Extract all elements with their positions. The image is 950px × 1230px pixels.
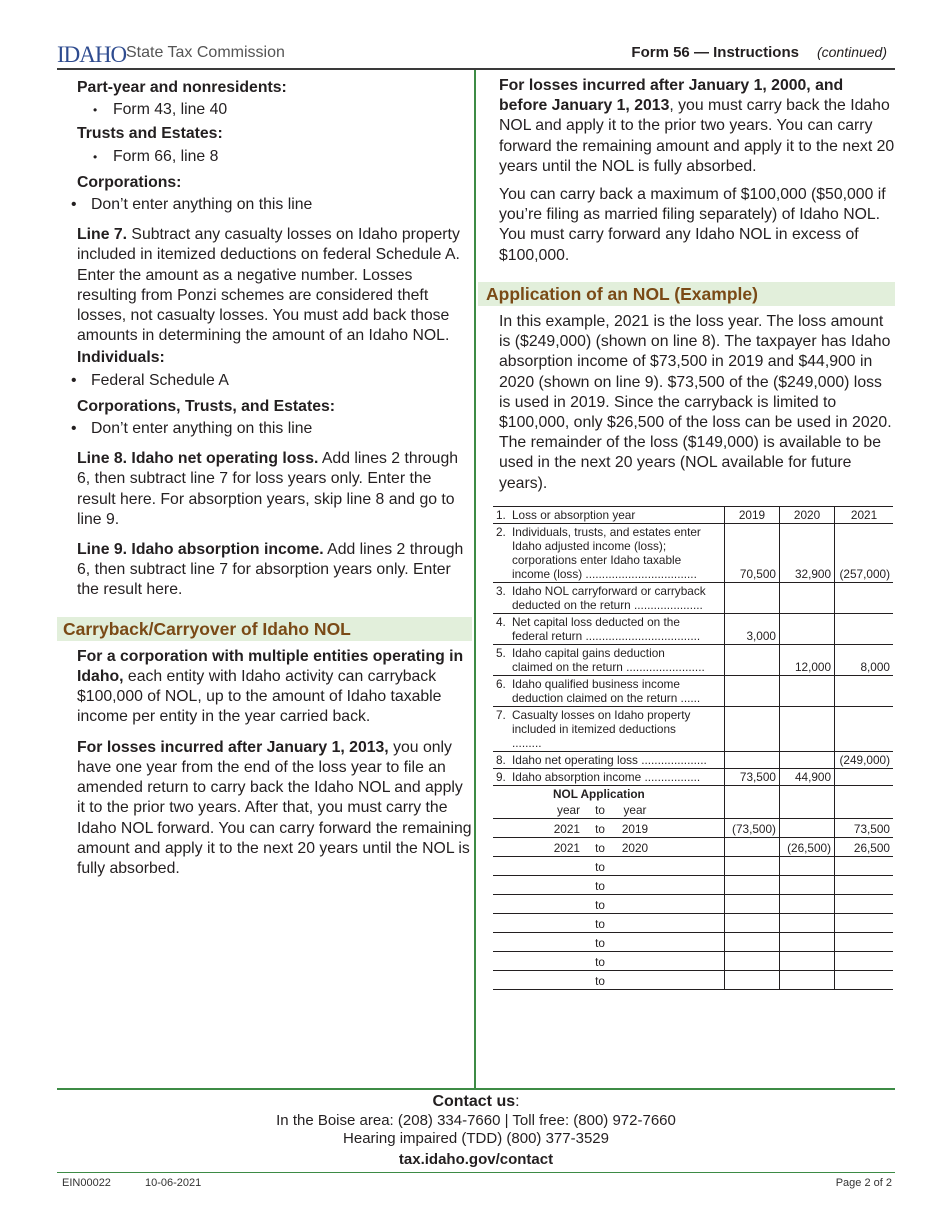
app-col-label: to	[595, 955, 605, 969]
row-description: Idaho capital gains deduction claimed on the return ........................	[512, 646, 705, 674]
app-heading-row	[493, 786, 893, 803]
app-heading: NOL Application	[553, 787, 645, 801]
value-cell	[835, 876, 893, 895]
trusts-item: • Form 66, line 8	[57, 147, 472, 167]
value-cell: (26,500)	[780, 838, 835, 857]
app-row	[493, 952, 893, 971]
value-cell	[835, 769, 893, 786]
year-header: 2019	[724, 507, 779, 524]
app-col-label: to	[595, 822, 605, 836]
year-header: 2020	[780, 507, 835, 524]
multi-entity-label: For a corporation with multiple entities operating in Idaho,	[77, 647, 464, 686]
corp-heading: Corporations:	[77, 173, 182, 191]
value-cell	[724, 838, 779, 857]
row-description: Casualty losses on Idaho property included in itemized deductions .........	[512, 708, 691, 750]
value-cell	[780, 876, 835, 895]
after-2013-text: you only have one year from the end of the loss year to file an amended return to carry back the Idaho NOL and apply it to the prior two years. After that, you must carry the Idaho NOL forward. You can carry forward the remaining amount and apply it to the next 20 years until the NOL is fully absorbed.	[77, 738, 472, 877]
value-cell: (73,500)	[724, 819, 779, 838]
contact-colon: :	[515, 1093, 520, 1110]
row-label	[493, 507, 724, 524]
table-row	[493, 524, 893, 583]
line8-paragraph	[57, 449, 472, 530]
app-col-label: 2020	[621, 841, 649, 855]
value-cell	[780, 952, 835, 971]
agency-name: State Tax Commission	[126, 44, 285, 61]
app-cols-cell	[493, 802, 724, 819]
table-row	[493, 645, 893, 676]
individuals-item: • Federal Schedule A	[57, 371, 472, 391]
value-cell	[835, 614, 893, 645]
value-cell	[724, 971, 779, 990]
app-row-label	[493, 971, 724, 990]
app-row-label	[493, 876, 724, 895]
value-cell	[724, 914, 779, 933]
line8-label: Line 8. Idaho net operating loss.	[77, 450, 319, 468]
value-cell	[724, 857, 779, 876]
app-col-label: year	[623, 803, 647, 817]
blank-cell	[724, 802, 779, 819]
row-label	[493, 707, 724, 752]
footer-rule-top	[57, 1088, 895, 1090]
blank-cell	[780, 786, 835, 803]
row-number: 5.	[496, 646, 506, 660]
tdd-phone: Hearing impaired (TDD) (800) 377-3529	[343, 1130, 609, 1147]
app-cols-row	[493, 802, 893, 819]
value-cell	[835, 857, 893, 876]
value-cell	[835, 933, 893, 952]
value-cell: 32,900	[780, 524, 835, 583]
row-description: Idaho NOL carryforward or carryback deducted on the return .....................	[512, 584, 706, 612]
row-description: Net capital loss deducted on the federal return ...................................	[512, 615, 701, 643]
column-divider	[474, 70, 476, 1088]
value-cell: 44,900	[780, 769, 835, 786]
app-col-label: 2021	[553, 822, 580, 836]
value-cell: (249,000)	[835, 752, 893, 769]
nol-example-table	[493, 506, 893, 990]
continued-note: (continued)	[816, 44, 887, 60]
app-row-label	[493, 895, 724, 914]
app-col-label: to	[595, 879, 605, 893]
row-label	[493, 752, 724, 769]
line9-paragraph	[57, 540, 472, 601]
row-number: 6.	[496, 677, 506, 691]
blank-cell	[724, 786, 779, 803]
app-row	[493, 838, 893, 857]
part-year-heading: Part-year and nonresidents:	[77, 79, 287, 96]
value-cell: 73,500	[724, 769, 779, 786]
table-row	[493, 769, 893, 786]
table-row	[493, 752, 893, 769]
value-cell	[835, 914, 893, 933]
app-row	[493, 876, 893, 895]
line7-label: Line 7.	[77, 226, 128, 244]
table-row	[493, 614, 893, 645]
row-label	[493, 583, 724, 614]
corp-item: • Don’t enter anything on this line	[57, 195, 472, 215]
app-col-label: year	[557, 803, 580, 817]
part-year-item: • Form 43, line 40	[57, 100, 472, 120]
value-cell	[724, 933, 779, 952]
right-column	[478, 76, 895, 494]
app-col-label: to	[595, 936, 605, 950]
row-description: Idaho qualified business income deduction claimed on the return ......	[512, 677, 701, 705]
form-title	[631, 44, 887, 61]
line9-text: Add lines 2 through 6, then subtract line 7 for absorption years only. Enter the result here.	[77, 541, 464, 599]
value-cell	[780, 583, 835, 614]
ein-code: EIN00022	[62, 1177, 111, 1189]
contact-block	[57, 1092, 895, 1169]
page-number: Page 2 of 2	[835, 1177, 892, 1189]
row-description: Idaho absorption income .................	[512, 770, 701, 784]
value-cell	[724, 676, 779, 707]
app-row-label	[493, 952, 724, 971]
value-cell: 8,000	[835, 645, 893, 676]
value-cell	[724, 952, 779, 971]
value-cell	[780, 819, 835, 838]
table-row	[493, 676, 893, 707]
blank-cell	[835, 786, 893, 803]
table-row	[493, 507, 893, 524]
value-cell	[835, 895, 893, 914]
boise-phone: In the Boise area: (208) 334-7660 | Toll free: (800) 972-7660	[276, 1112, 676, 1129]
value-cell	[780, 752, 835, 769]
after-2013-label: For losses incurred after January 1, 2013,	[77, 738, 389, 756]
revision-date: 10-06-2021	[145, 1177, 202, 1189]
contact-label: Contact us	[432, 1093, 516, 1110]
app-col-label: to	[595, 974, 605, 988]
app-col-label: 2019	[621, 822, 649, 836]
app-col-label: to	[595, 803, 605, 817]
app-row	[493, 857, 893, 876]
app-row	[493, 971, 893, 990]
row-label	[493, 676, 724, 707]
contact-url[interactable]: tax.idaho.gov/contact	[398, 1151, 554, 1168]
value-cell	[780, 707, 835, 752]
value-cell: 26,500	[835, 838, 893, 857]
value-cell	[780, 914, 835, 933]
app-col-label: to	[595, 860, 605, 874]
row-number: 7.	[496, 708, 506, 722]
example-paragraph: In this example, 2021 is the loss year. The loss amount is ($249,000) (shown on line 8). The taxpayer has Idaho absorption income of $73,500 in 2019 and $44,900 in 2020 (shown on line 9). $73,500 of the ($249,000) loss is used in 2019. Since the carryback is limited to $100,000, only $26,500 of the loss can be used in 2020. The remainder of the loss ($149,000) is available to be used in the next 20 years (NOL available for future years).	[499, 313, 892, 492]
individuals-heading: Individuals:	[77, 349, 165, 367]
example-heading: Application of an NOL (Example)	[478, 282, 895, 306]
app-col-label: to	[595, 841, 605, 855]
row-number: 8.	[496, 753, 506, 767]
value-cell	[724, 645, 779, 676]
app-col-label: to	[595, 917, 605, 931]
range-label: For losses incurred after January 1, 2000, and before January 1, 2013	[499, 77, 844, 115]
cte-item: • Don’t enter anything on this line	[57, 419, 472, 439]
carryback-heading: Carryback/Carryover of Idaho NOL	[57, 617, 472, 641]
multi-entity-text: each entity with Idaho activity can carryback $100,000 of NOL, up to the amount of Idaho taxable income per entity in the year carried back.	[77, 668, 442, 726]
value-cell: 3,000	[724, 614, 779, 645]
row-description: Loss or absorption year	[512, 508, 636, 522]
app-row-label	[493, 857, 724, 876]
left-column	[57, 76, 472, 879]
row-number: 9.	[496, 770, 506, 784]
line7-paragraph	[57, 225, 472, 346]
multi-entity-paragraph	[57, 647, 472, 728]
app-row	[493, 895, 893, 914]
value-cell	[835, 583, 893, 614]
value-cell	[835, 952, 893, 971]
range-text: , you must carry back the Idaho NOL and apply it to the prior two years. You can carry forward the remaining amount and apply it to the next 20 years until the NOL is fully absorbed.	[499, 97, 895, 175]
app-row-label	[493, 819, 724, 838]
row-label	[493, 524, 724, 583]
trusts-heading: Trusts and Estates:	[77, 125, 223, 143]
value-cell	[780, 933, 835, 952]
row-label	[493, 614, 724, 645]
row-label	[493, 645, 724, 676]
value-cell	[724, 707, 779, 752]
year-header: 2021	[835, 507, 893, 524]
value-cell: 12,000	[780, 645, 835, 676]
range-paragraph	[478, 76, 895, 177]
idaho-logo: IDAHO	[57, 42, 127, 67]
value-cell	[780, 971, 835, 990]
cte-heading: Corporations, Trusts, and Estates:	[77, 397, 336, 415]
app-row-label	[493, 838, 724, 857]
app-col-label: 2021	[553, 841, 580, 855]
line8-text: Add lines 2 through 6, then subtract line 7 for loss years only. Enter the result here. For absorption years, skip line 8 and go to line 9.	[77, 450, 459, 528]
row-number: 3.	[496, 584, 506, 598]
blank-cell	[780, 802, 835, 819]
value-cell: (257,000)	[835, 524, 893, 583]
value-cell	[835, 676, 893, 707]
max-paragraph: You can carry back a maximum of $100,000 ($50,000 if you’re filing as married filing separately) of Idaho NOL. You must carry forward any Idaho NOL in excess of $100,000.	[499, 186, 886, 264]
app-heading-cell	[493, 786, 724, 803]
page-header	[57, 40, 895, 70]
app-col-label: to	[595, 898, 605, 912]
line9-label: Line 9. Idaho absorption income.	[77, 541, 324, 559]
value-cell: 70,500	[724, 524, 779, 583]
value-cell	[780, 676, 835, 707]
table-row	[493, 707, 893, 752]
value-cell	[780, 895, 835, 914]
value-cell	[724, 752, 779, 769]
app-row	[493, 914, 893, 933]
line7-text: Subtract any casualty losses on Idaho property included in itemized deductions on federal Schedule A. Enter the amount as a negative number. Losses resulting from Ponzi schemes are considered theft losses, not casualty losses. You must add back those amounts in determining the amount of an Idaho NOL.	[77, 226, 460, 345]
table-row	[493, 583, 893, 614]
row-description: Individuals, trusts, and estates enter Idaho adjusted income (loss); corporations enter Idaho taxable income (loss) ..................................	[512, 525, 701, 581]
value-cell: 73,500	[835, 819, 893, 838]
value-cell	[724, 583, 779, 614]
app-row-label	[493, 914, 724, 933]
value-cell	[724, 895, 779, 914]
value-cell	[780, 614, 835, 645]
footer-rule-bottom	[57, 1172, 895, 1173]
row-number: 2.	[496, 525, 506, 539]
value-cell	[724, 876, 779, 895]
row-number: 1.	[496, 508, 506, 522]
app-row-label	[493, 933, 724, 952]
value-cell	[780, 857, 835, 876]
blank-cell	[835, 802, 893, 819]
row-description: Idaho net operating loss ....................	[512, 753, 707, 767]
form-title-text: Form 56 — Instructions	[631, 44, 799, 61]
row-number: 4.	[496, 615, 506, 629]
row-label	[493, 769, 724, 786]
app-row	[493, 819, 893, 838]
value-cell	[835, 707, 893, 752]
app-row	[493, 933, 893, 952]
after-2013-paragraph	[57, 738, 472, 879]
value-cell	[835, 971, 893, 990]
